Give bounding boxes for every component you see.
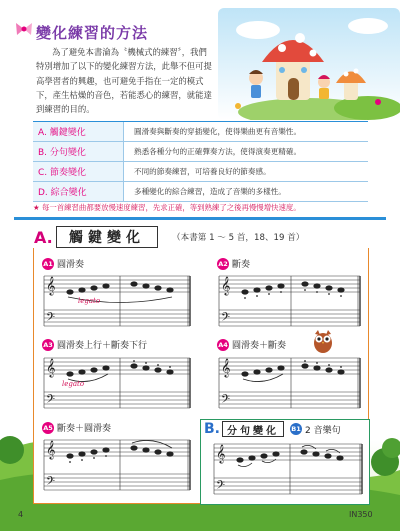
music-staff-a5 (42, 436, 192, 498)
example-a2-label (217, 257, 250, 270)
method-row (33, 122, 368, 142)
legato-marking-a1: legato (78, 297, 101, 305)
svg-text:𝄢: 𝄢 (221, 393, 231, 409)
section-a-header (34, 224, 368, 250)
legato-marking-a3: legato (62, 380, 85, 388)
svg-text:𝄞: 𝄞 (46, 440, 56, 459)
example-badge: A4 (218, 340, 228, 349)
example-a1-label (42, 257, 84, 270)
svg-text:𝄢: 𝄢 (46, 475, 56, 491)
method-label: C. 節奏變化 (33, 162, 124, 181)
book-code: IN350 (349, 510, 373, 519)
ribbon-icon (14, 20, 34, 38)
svg-text:𝄞: 𝄞 (216, 444, 226, 463)
example-badge: A1 (43, 259, 53, 268)
example-badge: A5 (43, 423, 53, 432)
method-description: 不同的節奏練習，可培養良好的節奏感。 (134, 167, 271, 176)
section-b-subtitle (290, 423, 341, 436)
example-badge: A2 (218, 259, 228, 268)
page-number: 4 (18, 510, 24, 519)
intro-text: 為了避免本書淪為〝機械式的練習〞，我們特別增加了以下的變化練習方法，此舉不但可提高學習者的興趣，也可避免手指在一定的模式下，產生枯燥的音色，若能悉心的練習，就能達到練習的目的。 (36, 47, 212, 115)
method-label: B. 分句變化 (33, 142, 124, 161)
example-title: 2 音樂句 (305, 425, 341, 436)
section-divider (14, 217, 386, 220)
method-description: 多種變化的綜合練習，造成了音樂的多樣性。 (134, 187, 286, 196)
example-a3-label (42, 338, 147, 351)
svg-text:𝄢: 𝄢 (46, 311, 56, 327)
example-badge: A3 (43, 340, 53, 349)
section-b-letter: B. (204, 421, 220, 437)
music-staff-a2 (217, 272, 362, 334)
section-a-subtitle: （本書第 1 ～ 5 首，18、19 首） (172, 233, 305, 243)
svg-text:𝄢: 𝄢 (221, 311, 231, 327)
svg-text:𝄞: 𝄞 (46, 276, 56, 295)
section-a-title: 觸鍵變化 (56, 226, 158, 248)
method-row (33, 182, 368, 202)
method-row (33, 162, 368, 182)
example-a5-label (42, 421, 111, 434)
page-title: 變化練習的方法 (36, 24, 149, 42)
music-staff-a1 (42, 272, 192, 334)
svg-text:𝄞: 𝄞 (221, 358, 231, 377)
svg-text:𝄞: 𝄞 (221, 276, 231, 295)
example-title: 圓滑奏上行＋斷奏下行 (57, 341, 148, 351)
example-badge: B1 (291, 425, 301, 433)
example-title: 圓滑奏＋斷奏 (232, 341, 287, 351)
music-staff-a4 (217, 354, 362, 416)
practice-note: ★ 每一首練習曲都要放慢速度練習，先求正確，等到熟練了之後再慢慢增快速度。 (33, 203, 301, 212)
methods-table (33, 121, 368, 202)
example-title: 斷奏＋圓滑奏 (57, 424, 112, 434)
svg-text:𝄢: 𝄢 (46, 393, 56, 409)
section-b-header (204, 421, 341, 437)
svg-text:𝄢: 𝄢 (216, 479, 226, 495)
example-title: 圓滑奏 (57, 260, 85, 270)
mushroom-house-illustration (218, 8, 400, 120)
method-description: 圓滑奏與斷奏的穿插變化，使得樂曲更有音樂性。 (134, 127, 302, 136)
example-title: 斷奏 (232, 260, 251, 270)
intro-paragraph (36, 45, 212, 116)
music-staff-b1 (212, 440, 364, 502)
section-b-title: 分句變化 (222, 421, 284, 437)
section-a-letter: A. (34, 227, 53, 247)
method-row (33, 142, 368, 162)
method-description: 熟悉各種分句的正確彈奏方法，使得演奏更精確。 (134, 147, 302, 156)
example-a4-label (217, 338, 286, 351)
method-label: A. 觸鍵變化 (33, 122, 124, 141)
method-label: D. 綜合變化 (33, 182, 124, 201)
svg-text:𝄞: 𝄞 (46, 358, 56, 377)
